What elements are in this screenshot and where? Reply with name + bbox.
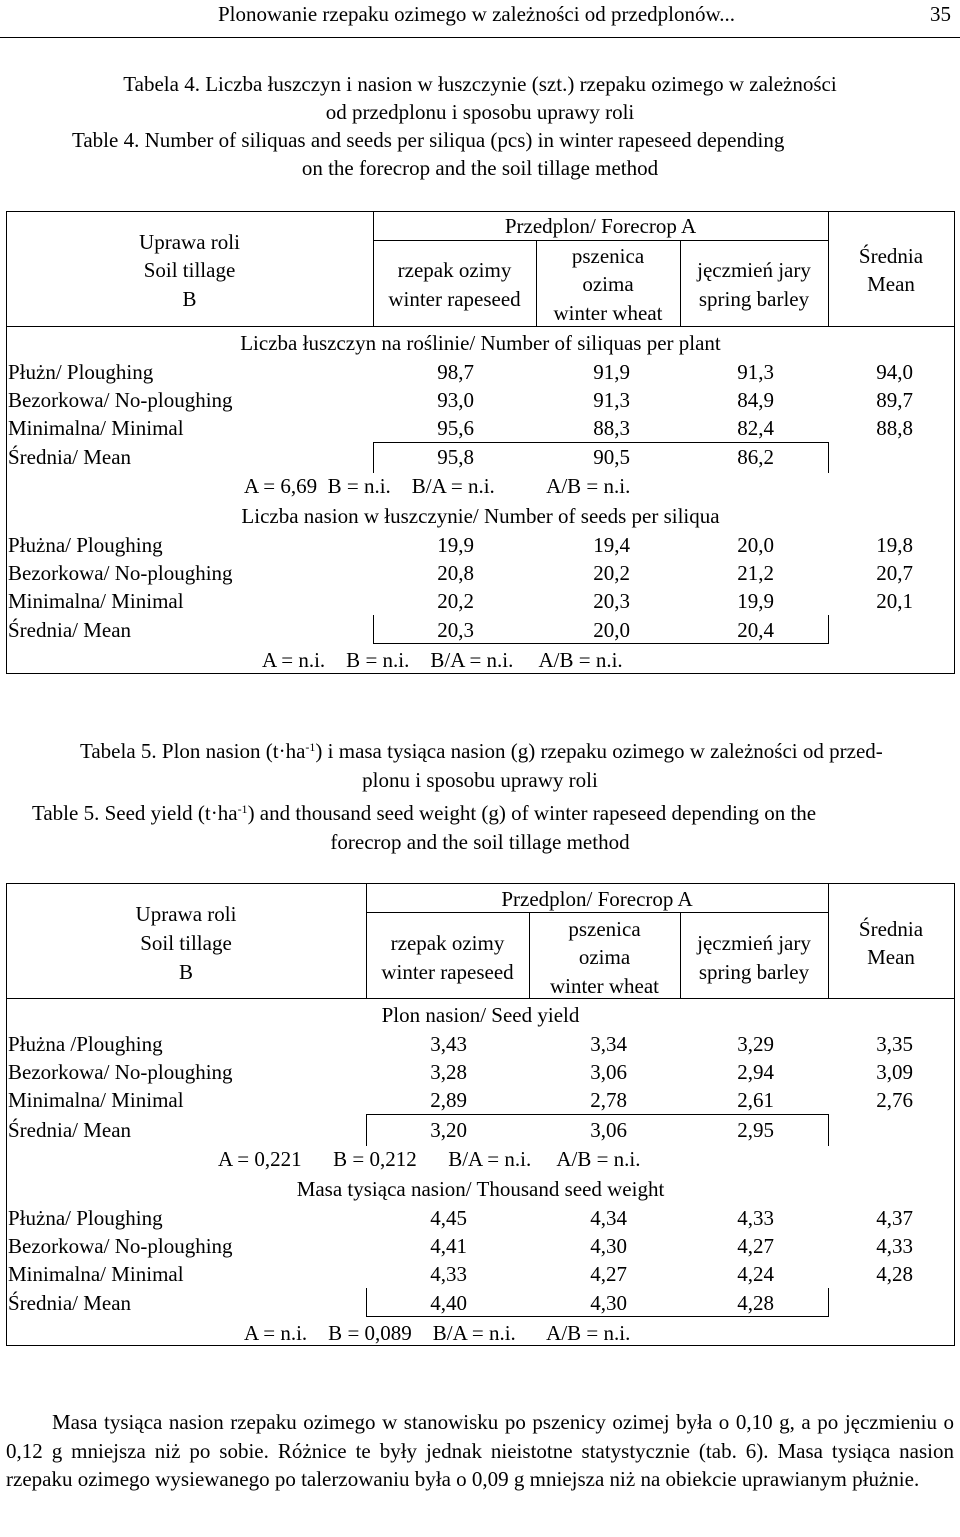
cell: 4,27 <box>590 1262 627 1286</box>
table5-caption-pl-line1 <box>80 739 883 763</box>
header-col-mean: Mean <box>867 945 915 969</box>
header-col-rapeseed: winter rapeseed <box>388 287 521 311</box>
header-col-wheat: winter wheat <box>549 974 660 998</box>
table-rule <box>954 883 955 1346</box>
table-rule <box>6 883 955 884</box>
header-tillage: B <box>182 287 197 311</box>
table-rule <box>954 211 955 674</box>
mean-cell: 86,2 <box>737 445 774 469</box>
running-title: Plonowanie rzepaku ozimego w zależności od przedplonów... <box>218 2 736 26</box>
cell: 2,89 <box>430 1088 467 1112</box>
cell: 4,33 <box>430 1262 467 1286</box>
table4-caption-en-line2: on the forecrop and the soil tillage method <box>301 156 659 180</box>
superscript: -1 <box>305 740 316 754</box>
cell: 19,9 <box>437 533 474 557</box>
caption-text: ) and thousand seed weight (g) of winter rapeseed depending on the <box>247 801 817 825</box>
header-tillage: Uprawa roli <box>135 902 237 926</box>
cell: 4,41 <box>430 1234 467 1258</box>
mean-cell: 4,40 <box>430 1291 467 1315</box>
cell: 20,8 <box>437 561 474 585</box>
mean-cell: 2,95 <box>737 1118 774 1142</box>
header-col-barley: spring barley <box>698 287 810 311</box>
table5-caption-pl-line2: plonu i sposobu uprawy roli <box>362 768 598 792</box>
table-rule <box>828 883 829 999</box>
table4-caption-pl-line1: Tabela 4. Liczba łuszczyn i nasion w łuszczynie (szt.) rzepaku ozimego w zależności <box>123 72 837 96</box>
cell: 91,9 <box>593 360 630 384</box>
superscript: -1 <box>237 802 248 816</box>
table-rule <box>6 1345 955 1346</box>
cell: 20,2 <box>593 561 630 585</box>
header-forecrop: Przedplon/ Forecrop A <box>501 887 693 911</box>
table-rule <box>828 211 829 327</box>
cell: 95,6 <box>437 416 474 440</box>
cell: 94,0 <box>876 360 913 384</box>
cell: 2,78 <box>590 1088 627 1112</box>
lsd-row: A = 6,69 B = n.i. B/A = n.i. A/B = n.i. <box>244 474 631 498</box>
mean-row-label: Średnia/ Mean <box>8 1291 132 1315</box>
cell: 91,3 <box>593 388 630 412</box>
cell: 84,9 <box>737 388 774 412</box>
row-label: Minimalna/ Minimal <box>8 589 184 613</box>
cell: 3,34 <box>590 1032 627 1056</box>
header-col-wheat: ozima <box>578 945 631 969</box>
mean-cell: 3,06 <box>590 1118 627 1142</box>
header-col-mean: Mean <box>867 272 915 296</box>
cell: 19,8 <box>876 533 913 557</box>
header-col-rapeseed: rzepak ozimy <box>397 258 512 282</box>
cell: 91,3 <box>737 360 774 384</box>
table-rule <box>366 912 829 913</box>
cell: 19,9 <box>737 589 774 613</box>
multiplication-dot: · <box>210 801 218 825</box>
mean-cell: 3,20 <box>430 1118 467 1142</box>
cell: 98,7 <box>437 360 474 384</box>
table-rule <box>6 673 955 674</box>
cell: 2,61 <box>737 1088 774 1112</box>
table4-caption-en-line1: Table 4. Number of siliquas and seeds per siliqua (pcs) in winter rapeseed depending <box>72 128 785 152</box>
page-number: 35 <box>930 2 951 26</box>
section-title: Plon nasion/ Seed yield <box>381 1003 580 1027</box>
cell: 3,43 <box>430 1032 467 1056</box>
table-rule <box>373 643 828 644</box>
cell: 19,4 <box>593 533 630 557</box>
table-rule <box>366 1316 829 1317</box>
table5-caption-en-line1 <box>32 801 816 825</box>
header-tillage: Soil tillage <box>140 931 232 955</box>
header-col-wheat: ozima <box>582 272 634 296</box>
cell: 93,0 <box>437 388 474 412</box>
section-title: Liczba nasion w łuszczynie/ Number of seeds per siliqua <box>241 504 720 528</box>
cell: 20,7 <box>876 561 913 585</box>
cell: 3,29 <box>737 1032 774 1056</box>
cell: 4,45 <box>430 1206 467 1230</box>
header-forecrop: Przedplon/ Forecrop A <box>504 214 697 238</box>
header-col-mean: Średnia <box>858 917 924 941</box>
table-rule <box>366 1114 829 1115</box>
row-label: Bezorkowa/ No-ploughing <box>8 561 233 585</box>
lsd-row: A = 0,221 B = 0,212 B/A = n.i. A/B = n.i. <box>218 1147 641 1171</box>
cell: 89,7 <box>876 388 913 412</box>
table-rule <box>828 442 829 473</box>
cell: 4,34 <box>590 1206 627 1230</box>
mean-row-label: Średnia/ Mean <box>8 445 132 469</box>
mean-cell: 4,30 <box>590 1291 627 1315</box>
table-rule <box>680 240 681 327</box>
row-label: Bezorkowa/ No-ploughing <box>8 1060 233 1084</box>
header-rule <box>0 37 960 38</box>
cell: 20,3 <box>593 589 630 613</box>
lsd-row: A = n.i. B = 0,089 B/A = n.i. A/B = n.i. <box>244 1321 631 1345</box>
cell: 3,09 <box>876 1060 913 1084</box>
header-tillage: Soil tillage <box>143 258 236 282</box>
cell: 2,94 <box>737 1060 774 1084</box>
cell: 20,2 <box>437 589 474 613</box>
header-col-wheat: pszenica <box>571 244 645 268</box>
header-col-mean: Średnia <box>858 244 924 268</box>
cell: 3,28 <box>430 1060 467 1084</box>
body-paragraph: Masa tysiąca nasion rzepaku ozimego w stanowisku po pszenicy ozimej była o 0,10 g, a po jęczmieniu o 0,12 g mniejsza niż po sobie. Różnice te były jednak nieistotne statystycznie (tab. 6). Masa tysiąca nasion rzepaku ozimego wysiewanego po talerzowaniu była o 0,09 g mniejsza niż na obiekcie uprawianym płużnie. <box>6 1410 954 1491</box>
table-rule <box>828 1288 829 1317</box>
mean-cell: 4,28 <box>737 1291 774 1315</box>
table-rule <box>6 211 955 212</box>
row-label: Bezorkowa/ No-ploughing <box>8 1234 233 1258</box>
cell: 2,76 <box>876 1088 913 1112</box>
cell: 4,33 <box>737 1206 774 1230</box>
table-rule <box>373 442 828 443</box>
caption-text: Table 5. Seed yield (t <box>32 801 211 825</box>
row-label: Płużna /Ploughing <box>8 1032 163 1056</box>
mean-cell: 20,3 <box>437 618 474 642</box>
mean-row-label: Średnia/ Mean <box>8 618 132 642</box>
row-label: Płużn/ Ploughing <box>8 360 154 384</box>
cell: 4,27 <box>737 1234 774 1258</box>
mean-cell: 95,8 <box>437 445 474 469</box>
header-col-wheat: pszenica <box>568 917 641 941</box>
row-label: Płużna/ Ploughing <box>8 533 163 557</box>
mean-cell: 20,0 <box>593 618 630 642</box>
cell: 4,30 <box>590 1234 627 1258</box>
header-col-barley: jęczmień jary <box>697 931 811 955</box>
section-title: Masa tysiąca nasion/ Thousand seed weight <box>296 1177 665 1201</box>
row-label: Minimalna/ Minimal <box>8 416 184 440</box>
cell: 82,4 <box>737 416 774 440</box>
table-rule <box>373 240 828 241</box>
header-col-wheat: winter wheat <box>553 301 663 325</box>
header-tillage: Uprawa roli <box>139 230 240 254</box>
cell: 4,33 <box>876 1234 913 1258</box>
cell: 20,1 <box>876 589 913 613</box>
cell: 4,24 <box>737 1262 774 1286</box>
header-col-barley: spring barley <box>698 960 810 984</box>
row-label: Minimalna/ Minimal <box>8 1262 184 1286</box>
row-label: Płużna/ Ploughing <box>8 1206 163 1230</box>
mean-cell: 90,5 <box>593 445 630 469</box>
multiplication-dot: · <box>278 739 286 763</box>
table-rule <box>373 442 374 473</box>
cell: 4,28 <box>876 1262 913 1286</box>
cell: 20,0 <box>737 533 774 557</box>
caption-text: ha <box>285 739 306 763</box>
header-col-rapeseed: winter rapeseed <box>381 960 514 984</box>
row-label: Bezorkowa/ No-ploughing <box>8 388 233 412</box>
table-rule <box>6 998 955 999</box>
table-rule <box>373 615 374 644</box>
header-col-rapeseed: rzepak ozimy <box>390 931 505 955</box>
caption-text: ) i masa tysiąca nasion (g) rzepaku ozimego w zależności od przed- <box>315 739 883 763</box>
mean-row-label: Średnia/ Mean <box>8 1118 132 1142</box>
cell: 88,8 <box>876 416 913 440</box>
table-rule <box>6 326 955 327</box>
lsd-row: A = n.i. B = n.i. B/A = n.i. A/B = n.i. <box>262 648 623 672</box>
table-rule <box>828 615 829 644</box>
section-title: Liczba łuszczyn na roślinie/ Number of siliquas per plant <box>240 331 721 355</box>
cell: 4,37 <box>876 1206 913 1230</box>
table4-caption-pl-line2: od przedplonu i sposobu uprawy roli <box>325 100 635 124</box>
row-label: Minimalna/ Minimal <box>8 1088 184 1112</box>
header-col-barley: jęczmień jary <box>697 258 811 282</box>
caption-text: Tabela 5. Plon nasion (t <box>80 739 279 763</box>
cell: 3,06 <box>590 1060 627 1084</box>
table5-caption-en-line2: forecrop and the soil tillage method <box>330 830 630 854</box>
table-rule <box>680 912 681 999</box>
caption-text: ha <box>217 801 238 825</box>
header-tillage: B <box>178 960 193 984</box>
cell: 3,35 <box>876 1032 913 1056</box>
cell: 21,2 <box>737 561 774 585</box>
cell: 88,3 <box>593 416 630 440</box>
table-rule <box>828 1114 829 1146</box>
mean-cell: 20,4 <box>737 618 774 642</box>
